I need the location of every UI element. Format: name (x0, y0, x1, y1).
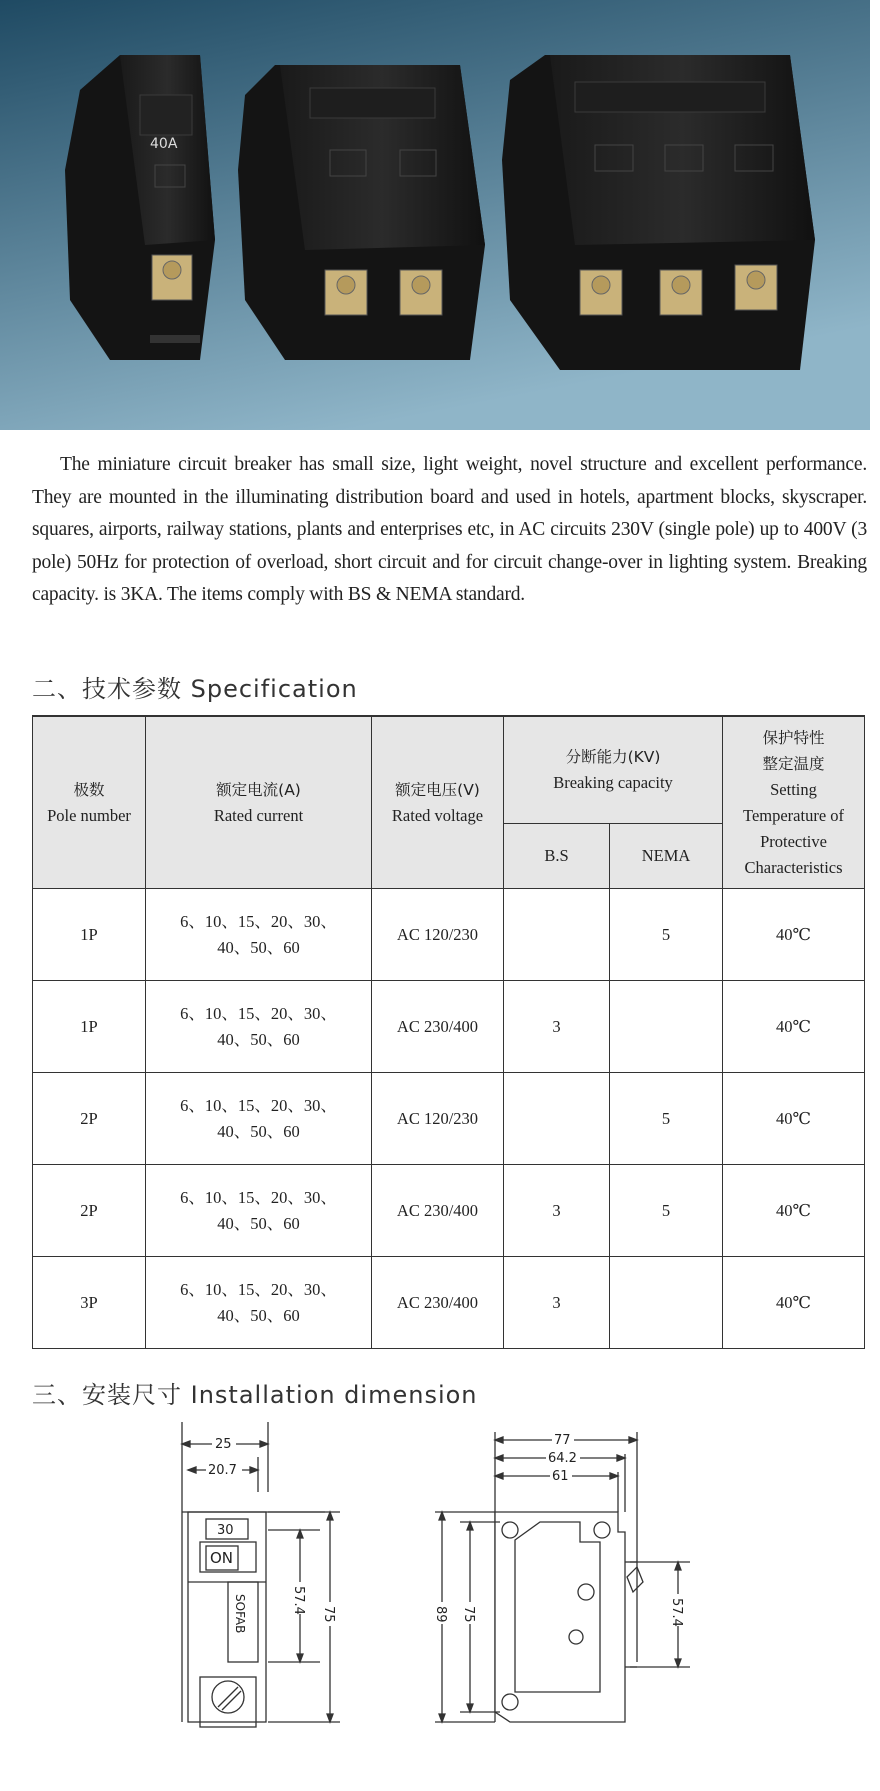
specification-table (32, 715, 865, 1349)
table-row (33, 981, 865, 1073)
table-row (33, 1257, 865, 1349)
cell-pole: 3P (33, 1257, 146, 1349)
cell-bs (504, 889, 610, 981)
cell-temp: 40℃ (723, 1257, 865, 1349)
cell-current (146, 1073, 372, 1165)
cell-current (146, 981, 372, 1073)
header-setting-cn2: 整定温度 (762, 754, 825, 773)
cell-current-line2: 40、50、60 (217, 1213, 300, 1233)
cell-nema: 5 (610, 1073, 723, 1165)
breaker-1p (65, 55, 215, 360)
header-pole-en: Pole number (47, 805, 131, 825)
cell-current-line2: 40、50、60 (217, 1029, 300, 1049)
cell-temp: 40℃ (723, 889, 865, 981)
front-brand-label: SOFAB (233, 1594, 247, 1634)
specification-heading: 二、技术参数 Specification (32, 675, 358, 703)
cell-current-line1: 6、10、15、20、30、 (180, 911, 337, 931)
side-view-drawing (433, 1432, 690, 1722)
product-description (32, 449, 867, 612)
cell-current (146, 1165, 372, 1257)
cell-current-line1: 6、10、15、20、30、 (180, 1003, 337, 1023)
rating-label: 40A (150, 136, 178, 152)
cell-voltage: AC 230/400 (372, 1257, 504, 1349)
header-voltage (372, 716, 504, 889)
cell-bs: 3 (504, 1165, 610, 1257)
dim-front-height-inner: 57.4 (291, 1586, 306, 1615)
cell-current (146, 889, 372, 981)
table-row (33, 1073, 865, 1165)
dim-side-width-outer: 77 (554, 1433, 571, 1448)
cell-voltage: AC 230/400 (372, 981, 504, 1073)
header-nema: NEMA (610, 824, 723, 889)
header-bs: B.S (504, 824, 610, 889)
table-row (33, 889, 865, 981)
front-rating-label: 30 (217, 1523, 234, 1538)
cell-current-line1: 6、10、15、20、30、 (180, 1279, 337, 1299)
cell-pole: 1P (33, 981, 146, 1073)
cell-current-line2: 40、50、60 (217, 937, 300, 957)
description-text: The miniature circuit breaker has small size, light weight, novel structure and excellent performance. They are mounted in the illuminating distribution board and used in hotels, apartment blocks, skyscraper. squares, airports, railway stations, plants and enterprises etc, in AC circuits 230V (single pole) up to 400V (3 pole) 50Hz for protection of overload, short circuit and for circuit change-over in lighting system. Breaking capacity. is 3KA. The items comply with BS & NEMA standard. (32, 454, 867, 606)
cell-nema (610, 1257, 723, 1349)
cell-bs: 3 (504, 981, 610, 1073)
front-view-drawing (182, 1422, 340, 1727)
cell-temp: 40℃ (723, 981, 865, 1073)
cell-current (146, 1257, 372, 1349)
header-voltage-en: Rated voltage (391, 805, 484, 825)
cell-temp: 40℃ (723, 1165, 865, 1257)
header-setting (723, 716, 865, 889)
installation-heading: 三、安装尺寸 Installation dimension (32, 1381, 478, 1409)
header-voltage-cn: 额定电压(V) (395, 780, 480, 799)
dim-side-width-inner: 61 (552, 1469, 569, 1484)
dim-side-height-inner: 57.4 (669, 1598, 684, 1627)
cell-temp: 40℃ (723, 1073, 865, 1165)
header-pole (33, 716, 146, 889)
header-pole-cn: 极数 (73, 780, 105, 799)
cell-nema (610, 981, 723, 1073)
front-on-label: ON (210, 1549, 234, 1567)
table-row (33, 1165, 865, 1257)
dim-side-height-mid: 75 (461, 1606, 476, 1623)
cell-pole: 1P (33, 889, 146, 981)
cell-bs: 3 (504, 1257, 610, 1349)
header-current (146, 716, 372, 889)
breaker-2p (238, 65, 485, 360)
cell-voltage: AC 230/400 (372, 1165, 504, 1257)
cell-nema: 5 (610, 889, 723, 981)
dim-side-height-outer: 89 (433, 1606, 448, 1623)
dim-side-width-mid: 64.2 (548, 1451, 577, 1466)
cell-voltage: AC 120/230 (372, 889, 504, 981)
cell-pole: 2P (33, 1165, 146, 1257)
header-current-cn: 额定电流(A) (216, 780, 301, 799)
header-current-en: Rated current (213, 805, 304, 825)
cell-nema: 5 (610, 1165, 723, 1257)
header-breaking (504, 716, 723, 824)
header-breaking-cn: 分断能力(KV) (565, 748, 661, 766)
cell-current-line2: 40、50、60 (217, 1121, 300, 1141)
header-setting-cn1: 保护特性 (762, 728, 825, 747)
cell-bs (504, 1073, 610, 1165)
dimension-drawings (140, 1422, 800, 1742)
dim-front-height-outer: 75 (321, 1606, 336, 1623)
cell-pole: 2P (33, 1073, 146, 1165)
header-setting-en: Setting Temperature of Protective Characteristics (743, 779, 845, 877)
cell-voltage: AC 120/230 (372, 1073, 504, 1165)
product-photo (0, 0, 870, 430)
header-breaking-en: Breaking capacity (553, 773, 673, 792)
cell-current-line1: 6、10、15、20、30、 (180, 1095, 337, 1115)
dim-front-width-outer: 25 (215, 1437, 232, 1452)
dim-front-width-inner: 20.7 (208, 1463, 237, 1478)
cell-current-line1: 6、10、15、20、30、 (180, 1187, 337, 1207)
breaker-3p (502, 55, 815, 370)
cell-current-line2: 40、50、60 (217, 1305, 300, 1325)
